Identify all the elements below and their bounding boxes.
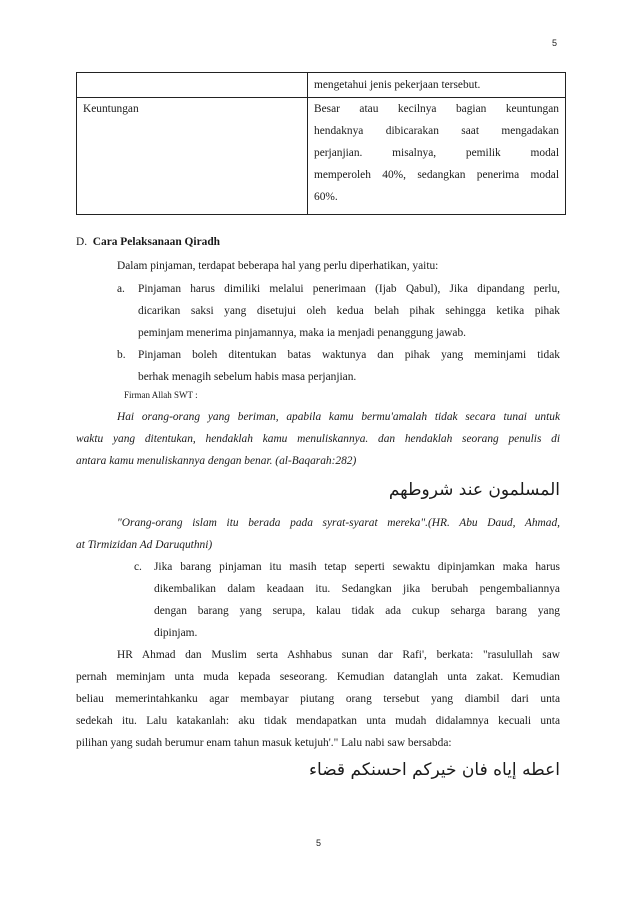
table-cell-line: Besar atau kecilnya bagian keuntungan [314,103,559,115]
hr-line: pernah meminjam unta muda kepada seseorang. Kemudian datanglah unta zakat. Kemudian [76,671,560,683]
hr-line: HR Ahmad dan Muslim serta Ashhabus sunan dar Rafi', berkata: "rasulullah saw [117,649,560,661]
table-cell-line: 60%. [314,191,338,203]
table-row [77,98,566,215]
quran-line: antara kamu menuliskannya dengan benar. (al-Baqarah:282) [76,455,357,467]
item-a-marker: a. [117,283,125,295]
firman-label: Firman Allah SWT : [124,390,198,400]
table-cell [308,73,566,98]
hr-line: beliau memerintahkanku agar membayar piutang orang tersebut yang diambil dari unta [76,693,560,705]
arabic-text-1: المسلمون عند شروطهم [388,480,560,500]
section-letter: D. [76,236,88,248]
item-b-line: Pinjaman boleh ditentukan batas waktunya dan pihak yang meminjami tidak [138,349,560,361]
item-a-line: peminjam menerima pinjamannya, maka ia menjadi penanggung jawab. [138,327,467,339]
quran-line: Hai orang-orang yang beriman, apabila kamu bermu'amalah tidak secara tunai untuk [117,411,560,423]
item-b-line: berhak menagih sebelum habis masa perjanjian. [138,371,357,383]
table-cell [308,98,566,215]
keuntungan-label: Keuntungan [83,103,139,115]
arabic-text-2: اعطه إياه فان خيركم احسنكم قضاء [309,760,560,780]
item-c-line: dikembalikan dalam keadaan itu. Sedangkan jika berubah pengembaliannya [154,583,560,595]
hr-line: sedekah itu. Lalu katakanlah: aku tidak mendapatkan unta mudah didalamnya kecuali unta [76,715,560,727]
item-c-line: Jika barang pinjaman itu masih tetap seperti sewaktu dipinjamkan maka harus [154,561,560,573]
item-c-line: dengan barang yang serupa, kalau tidak ada cukup seharga barang yang [154,605,560,617]
hadith-line: at Tirmizidan Ad Daruquthni) [76,539,213,551]
table-cell-line: perjanjian. misalnya, pemilik modal [314,147,559,159]
section-title: Cara Pelaksanaan Qiradh [92,236,220,248]
item-a-line: Pinjaman harus dimiliki melalui penerimaan (Ijab Qabul), Jika dipandang perlu, [138,283,560,295]
quran-line: waktu yang ditentukan, hendaklah kamu menuliskannya. dan hendaklah seorang penulis di [76,433,560,445]
page-number-bottom: 5 [316,838,322,848]
item-a-line: dicarikan saksi yang disetujui oleh kedua belah pihak sehingga ketika pihak [138,305,560,317]
intro-paragraph: Dalam pinjaman, terdapat beberapa hal yang perlu diperhatikan, yaitu: [117,260,439,272]
table-cell-text: mengetahui jenis pekerjaan tersebut. [314,79,481,91]
page-number-top: 5 [552,38,558,48]
hadith-line: "Orang-orang islam itu berada pada syrat-syarat mereka".(HR. Abu Daud, Ahmad, [117,517,560,529]
section-heading [76,232,220,253]
table-row [77,73,566,98]
item-c-marker: c. [134,561,142,573]
item-b-marker: b. [117,349,126,361]
table-cell-line: hendaknya dibicarakan saat mengadakan [314,125,559,137]
item-c-line: dipinjam. [154,627,198,639]
table-cell-label [77,98,308,215]
keuntungan-table [76,72,566,215]
hr-line: pilihan yang sudah berumur enam tahun masuk ketujuh'." Lalu nabi saw bersabda: [76,737,452,749]
table-cell-empty [77,73,308,98]
table-cell-line: memperoleh 40%, sedangkan penerima modal [314,169,559,181]
